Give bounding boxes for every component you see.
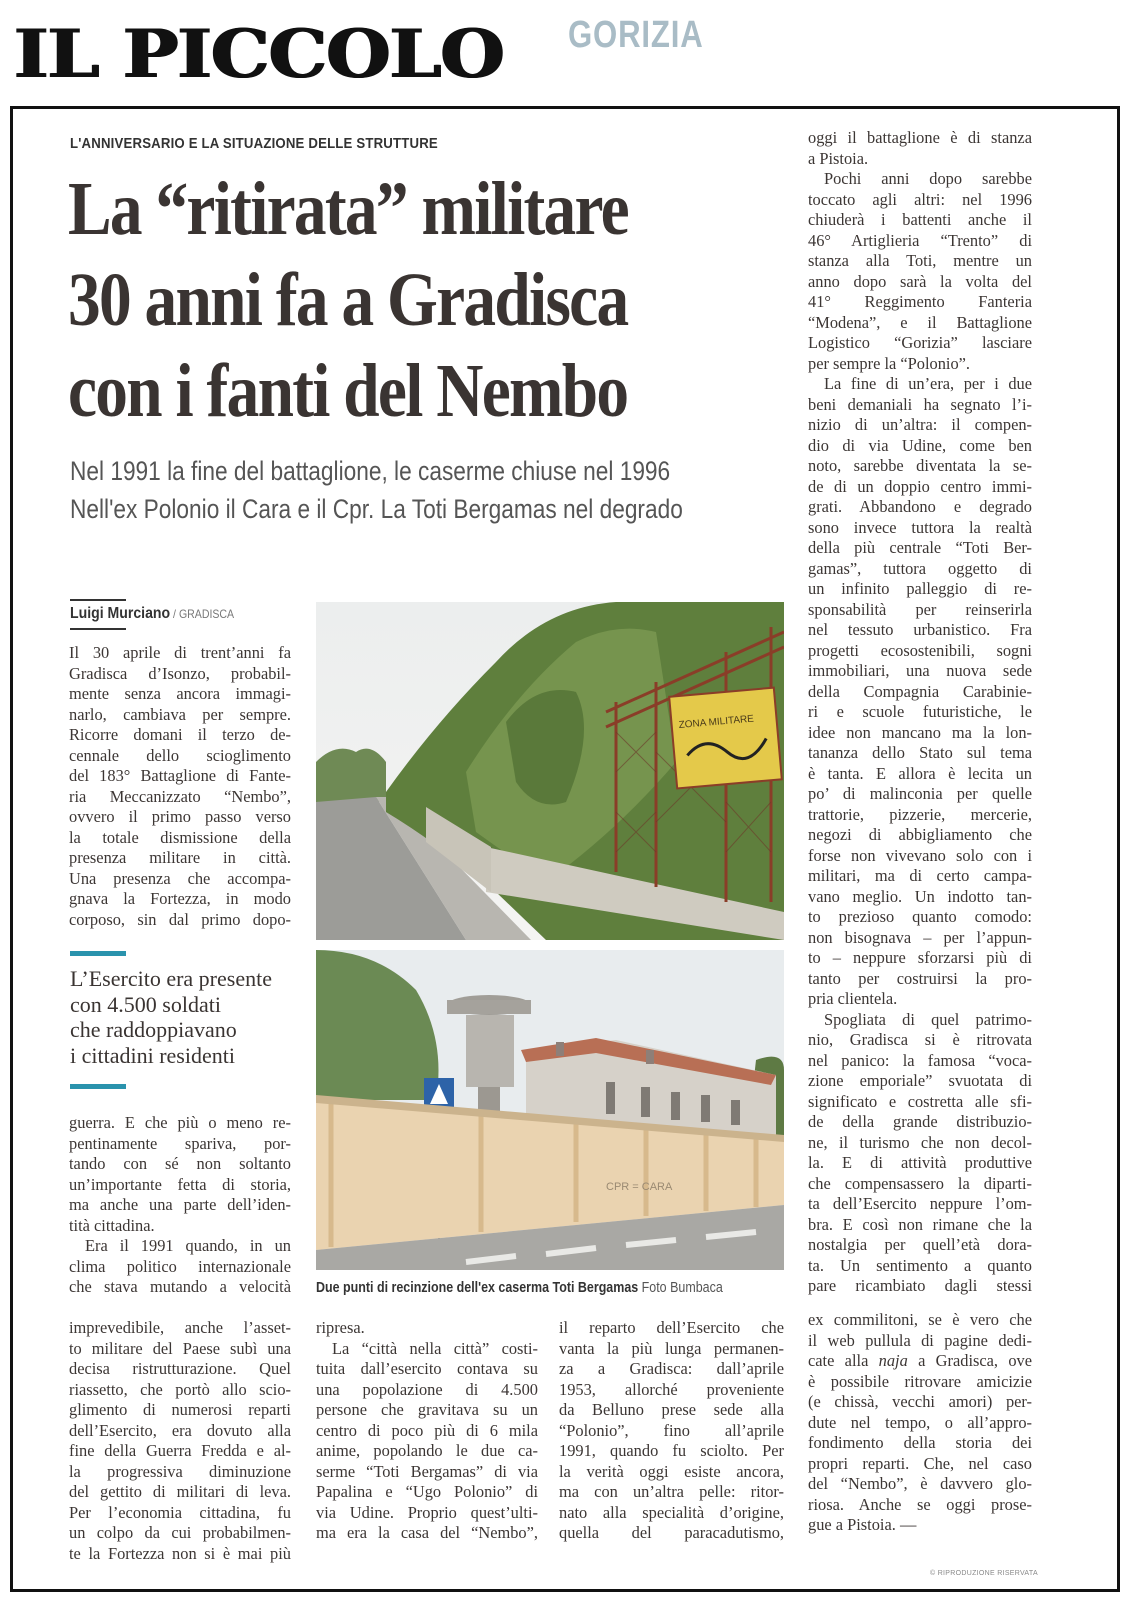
text-line: ex commilitoni, se è vero che (808, 1310, 1032, 1329)
text-line: idee non mancano ma la lon- (808, 722, 1032, 742)
byline-place: GRADISCA (178, 607, 235, 621)
text-line: de della grande distribuzio- (808, 1112, 1032, 1131)
text-line: ma anche una parte dell’iden- (69, 1195, 291, 1214)
text-line: Una presenza che accompa- (69, 868, 291, 888)
photo-credit: Foto Bumbaca (638, 1280, 723, 1296)
text-line: zione emporiale” svuotata di (808, 1071, 1032, 1090)
text-line: de di un doppio centro immi- (808, 476, 1032, 496)
column-4-top (808, 128, 1032, 1297)
text-line: trattorie, pizzerie, mercerie, (808, 804, 1032, 824)
article-subhead (70, 452, 708, 528)
byline-separator: / (170, 607, 179, 621)
masthead (14, 14, 504, 94)
text-line: “Modena”, e il Battaglione (808, 312, 1032, 332)
text-line: ri e scuole futuristiche, le (808, 702, 1032, 721)
byline-rule-top (70, 599, 126, 601)
text-line: 46° Artiglieria “Trento” di (808, 230, 1032, 250)
text-line: te la Fortezza non si è mai più (69, 1543, 291, 1563)
text-line: nato alla specialità d’origine, (559, 1502, 784, 1522)
text-line: un colpo da cui probabilmen- (69, 1523, 291, 1542)
text-line: Era il 1991 quando, in un (85, 1236, 291, 1255)
text-line: (e chissà, vecchi amori) per- (808, 1392, 1032, 1411)
text-line: Il 30 aprile di trent’anni fa (69, 643, 291, 662)
text-line: ne, il turismo che non decol- (808, 1132, 1032, 1152)
text-line: significato e costretta alle sfi- (808, 1091, 1032, 1111)
text-line: Gradisca d’Isonzo, probabil- (69, 663, 291, 683)
column-2 (316, 1318, 538, 1544)
byline-rule-bottom (70, 628, 126, 630)
text-line: gue a Pistoia. — (808, 1515, 917, 1534)
text-line: nio, Gradisca si è ritrovata (808, 1030, 1032, 1049)
text-line: anno dopo sarà la volta del (808, 271, 1032, 291)
text-line: La “città nella città” costi- (332, 1338, 538, 1358)
text-line: cate alla naja a Gradisca, ove (808, 1351, 1032, 1370)
copyright-notice: © RIPRODUZIONE RISERVATA (930, 1570, 1038, 1577)
column-1-mid (69, 1113, 291, 1298)
pullquote-bar-bottom (70, 1084, 126, 1089)
text-line: fondimento della storia dei (808, 1433, 1032, 1452)
text-line: ta dell’Esercito neppure l’om- (808, 1194, 1032, 1213)
text-line: corposo, sin dal primo dopo- (69, 909, 291, 929)
text-line: chiuderà i battenti anche il (808, 210, 1032, 229)
text-line: per sempre la “Polonio”. (808, 353, 971, 373)
text-line: il web pullula di pagine dedi- (808, 1330, 1032, 1350)
fence-photo-illustration (316, 602, 784, 940)
text-line: narlo, cambiava per sempre. (69, 704, 291, 724)
pullquote-line: L’Esercito era presente (70, 966, 272, 991)
text-line: via Udine. Proprio quest’ulti- (316, 1502, 538, 1522)
pullquote-line: che raddoppiavano (70, 1017, 237, 1042)
text-line: decisa ristrutturazione. Quel (69, 1359, 291, 1378)
subhead-line: Nell'ex Polonio il Cara e il Cpr. La Toti Bergamas nel degrado (70, 494, 683, 524)
text-line: nel panico: la famosa “voca- (808, 1050, 1032, 1070)
text-line: mente senza ancora immagi- (69, 684, 291, 703)
text-line: la verità oggi esiste ancora, (559, 1461, 784, 1481)
column-1-top (69, 643, 291, 930)
text-line: vanta la più lunga permanen- (559, 1338, 784, 1358)
text-line: progetti ecosostenibili, sogni (808, 640, 1032, 660)
pullquote-bar-top (70, 951, 126, 956)
text-line: ripresa. (316, 1318, 365, 1337)
text-line: del “Nembo”, è davvero glo- (808, 1474, 1032, 1493)
text-line: oggi il battaglione è di stanza (808, 128, 1032, 147)
text-line: nel tessuto urbanistico. Fra (808, 620, 1032, 639)
text-line: un infinito palleggio di re- (808, 579, 1032, 598)
text-line: immobiliari, una nuova sede (808, 661, 1032, 680)
text-line: forse non vivevano solo con i (808, 845, 1032, 865)
section-label: GORIZIA (568, 14, 704, 56)
text-line: Pochi anni dopo sarebbe (824, 169, 1032, 188)
sign-text: ZONA MILITARE (678, 713, 755, 732)
text-line: quella del paracadutismo, (559, 1523, 784, 1542)
barracks-wall-photo (316, 950, 784, 1270)
text-line: presenza militare in città. (69, 848, 291, 867)
text-line: to militare del Paese subì una (69, 1338, 291, 1358)
text-line: 1991, quando fu sciolto. Per (559, 1441, 784, 1460)
text-line: tananza dello Stato sul tema (808, 743, 1032, 762)
pullquote-line: con 4.500 soldati (70, 991, 221, 1017)
text-line: sponsabilità per reinserirla (808, 599, 1032, 619)
text-line: che compensassero la diparti- (808, 1173, 1032, 1193)
text-line: persone che gravitava su un (316, 1400, 538, 1419)
text-line: bra. E così non rimane che la (808, 1214, 1032, 1234)
caption-text: Due punti di recinzione dell'ex caserma Toti Bergamas (316, 1280, 639, 1296)
text-line: che stava mutando a velocità (69, 1277, 291, 1296)
text-line: gamas”, tuttora oggetto di (808, 558, 1032, 578)
text-line: negozi di abbigliamento che (808, 825, 1032, 844)
byline-author: Luigi Murciano (70, 605, 171, 622)
text-line: anime, popolando le due ca- (316, 1441, 538, 1460)
text-line: za a Gradisca: dall’aprile (559, 1359, 784, 1378)
text-line: da Belluno prese sede alla (559, 1400, 784, 1419)
text-line: dio di via Udine, come ben (808, 435, 1032, 455)
text-line: riosa. Anche se oggi prose- (808, 1494, 1032, 1514)
subhead-line: Nel 1991 la fine del battaglione, le caserme chiuse nel 1996 (70, 456, 671, 486)
text-line: non bisognava – per l’appun- (808, 927, 1032, 947)
text-line: del 183° Battaglione di Fante- (69, 766, 291, 785)
text-line: nizio di un’altra: il compen- (808, 415, 1032, 434)
column-1-bottom (69, 1318, 291, 1564)
text-line: po’ di malinconia per quelle (808, 784, 1032, 803)
text-line: beni demaniali ha segnato l’i- (808, 394, 1032, 414)
text-line: tità cittadina. (69, 1215, 155, 1235)
text-line: dell’Esercito, era dovuto alla (69, 1420, 291, 1440)
text-line: stanza alla Toti, mentre un (808, 251, 1032, 270)
column-4-bottom (808, 1310, 1032, 1536)
text-line: un’importante fetta di storia, (69, 1174, 291, 1194)
text-line: del gettito di militari di leva. (69, 1482, 291, 1501)
article-kicker: L'ANNIVERSARIO E LA SITUAZIONE DELLE STRUTTURE (70, 135, 438, 152)
text-line: fine della Guerra Fredda e al- (69, 1441, 291, 1460)
headline-line: 30 anni fa a Gradisca (68, 258, 628, 342)
text-line: ma con un’altra pelle: ritor- (559, 1482, 784, 1501)
newspaper-title: IL PICCOLO (14, 15, 504, 93)
text-line: pare ricambiato dagli stessi (808, 1276, 1032, 1295)
text-line: Ricorre domani il terzo de- (69, 725, 291, 744)
byline (70, 605, 234, 623)
text-line: Logistico “Gorizia” lasciare (808, 333, 1032, 352)
text-line: 41° Reggimento Fanteria (808, 292, 1032, 311)
text-line: la totale dismissione della (69, 827, 291, 847)
headline-line: con i fanti del Nembo (68, 349, 628, 433)
text-line: glimento di numerosi reparti (69, 1400, 291, 1419)
photo-caption (316, 1280, 723, 1296)
text-line: “Polonio”, fino all’aprile (559, 1420, 784, 1440)
text-line: gnava la Fortezza, in modo (69, 889, 291, 908)
wall-graffiti: CPR = CARA (606, 1181, 673, 1193)
text-line: della più centrale “Toti Ber- (808, 538, 1032, 557)
article-headline (68, 164, 704, 437)
text-line: vano meglio. Un indotto tan- (808, 886, 1032, 906)
text-line: nostalgia per quell’età dora- (808, 1235, 1032, 1254)
text-line: è tanta. E allora è lecita un (808, 763, 1032, 783)
text-line: la. E di attività produttive (808, 1153, 1032, 1172)
text-line: serme “Toti Bergamas” di via (316, 1461, 538, 1481)
headline-line: La “ritirata” militare (68, 167, 628, 251)
text-line: Spogliata di quel patrimo- (824, 1009, 1032, 1029)
text-line: a Pistoia. (808, 148, 869, 168)
text-line: propri reparti. Che, nel caso (808, 1453, 1032, 1473)
text-line: riassetto, che portò allo scio- (69, 1379, 291, 1399)
text-line: ta. Un sentimento a quanto (808, 1255, 1032, 1275)
text-line: La fine di un’era, per i due (824, 374, 1032, 393)
text-line: cennale dello scioglimento (69, 745, 291, 765)
text-line: to – neppure sforzarsi più di (808, 948, 1032, 967)
barracks-photo-illustration (316, 950, 784, 1270)
text-line: tando con sé non soltanto (69, 1154, 291, 1173)
text-line: la progressiva diminuzione (69, 1461, 291, 1481)
text-line: toccato agli altri: nel 1996 (808, 189, 1032, 209)
text-line: pria clientela. (808, 989, 898, 1008)
pullquote-line: i cittadini residenti (70, 1042, 235, 1068)
text-line: ria Meccanizzato “Nembo”, (69, 786, 291, 806)
text-line: della Compagnia Carabinie- (808, 681, 1032, 701)
overgrown-fence-photo (316, 602, 784, 940)
text-line: clima politico internazionale (69, 1256, 291, 1276)
text-line: una popolazione di 4.500 (316, 1379, 538, 1399)
text-line: 1953, allorché proveniente (559, 1379, 784, 1399)
column-3 (559, 1318, 784, 1544)
text-line: pentinamente spariva, por- (69, 1133, 291, 1153)
text-line: è possibile ritrovare amicizie (808, 1371, 1032, 1391)
pullquote (70, 966, 300, 1068)
text-line: centro di poco più di 6 mila (316, 1420, 538, 1440)
text-line: tuita dall’esercito contava su (316, 1359, 538, 1378)
text-line: militari, ma di certo campa- (808, 866, 1032, 885)
text-line: to prezioso quanto comodo: (808, 907, 1032, 926)
text-line: ma era la casa del “Nembo”, (316, 1523, 538, 1542)
text-line: imprevedibile, anche l’asset- (69, 1318, 291, 1337)
text-line: il reparto dell’Esercito che (559, 1318, 784, 1337)
text-line: noto, sarebbe diventata la se- (808, 456, 1032, 475)
text-line: dute nel tempo, o all’appro- (808, 1412, 1032, 1432)
text-line: tanto per costruirsi la pro- (808, 968, 1032, 988)
text-line: ovvero il primo passo verso (69, 807, 291, 826)
text-line: sono invece tuttora la realtà (808, 517, 1032, 537)
text-line: grati. Abbandono e degrado (808, 497, 1032, 516)
text-line: Papalina e “Ugo Polonio” di (316, 1482, 538, 1501)
text-line: guerra. E che più o meno re- (69, 1113, 291, 1132)
text-line: Per l’economia cittadina, fu (69, 1502, 291, 1522)
